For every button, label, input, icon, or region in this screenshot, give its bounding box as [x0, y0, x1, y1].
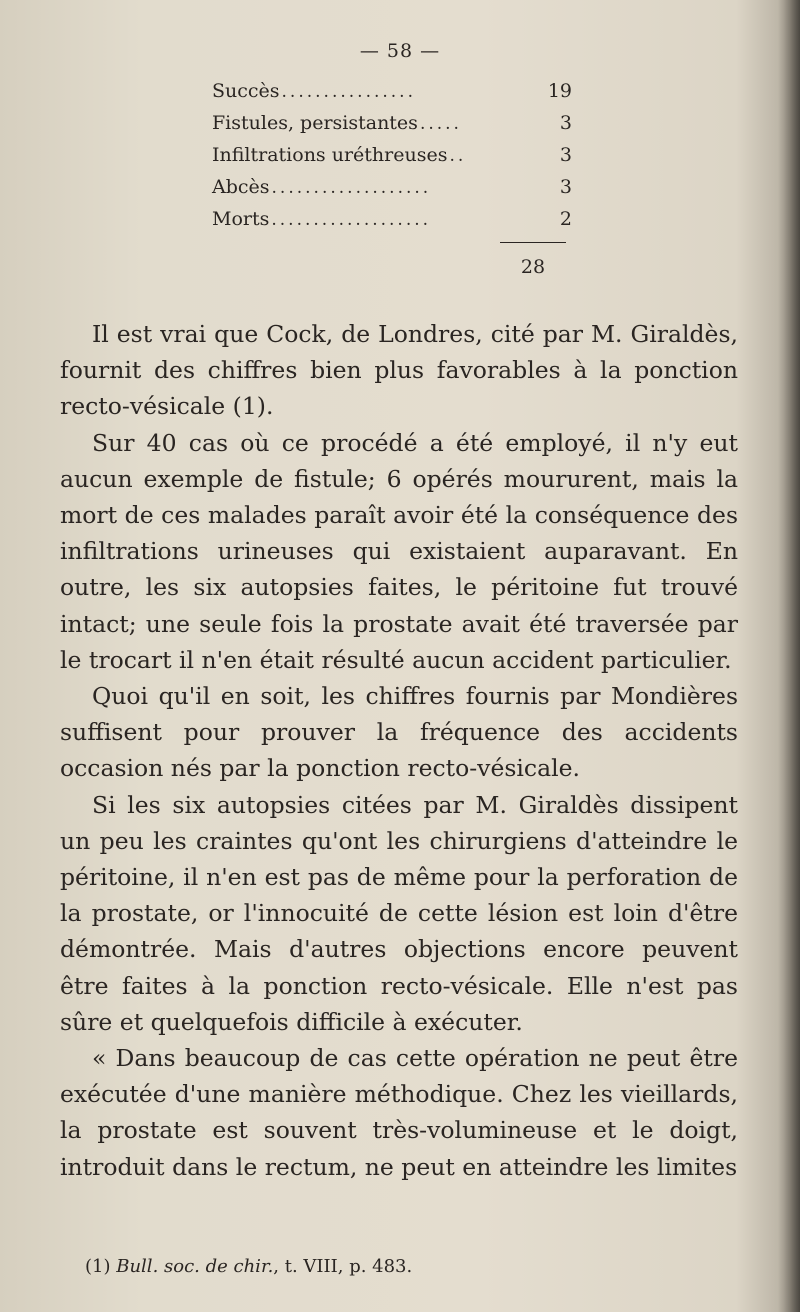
footnote: [85, 1256, 685, 1277]
row-value: 3: [559, 176, 572, 198]
paragraph: « Dans beaucoup de cas cette opération ne peut être exécutée d'une manière méthodique. Chez les vieillards, la prostate est souvent très-volumineuse et le doigt, introduit dans le rectum, ne peut en atteindre les limites: [60, 1044, 738, 1181]
row-value: 19: [547, 80, 572, 102]
paragraph: Quoi qu'il en soit, les chiffres fournis par Mondières suffisent pour prouver la fréquence des accidents occasion nés par la ponction recto-vésicale.: [60, 682, 738, 783]
paragraph: Sur 40 cas où ce procédé a été employé, il n'y eut aucun exemple de fistule; 6 opérés moururent, mais la mort de ces malades paraît avoir été la conséquence des infiltrations urineuses qui existaient auparavant. En outre, les six autopsies faites, le péritoine fut trouvé intact; une seule fois la prostate avait été traversée par le trocart il n'en était résulté aucun accident particulier.: [60, 428, 738, 674]
paragraph: Si les six autopsies citées par M. Giraldès dissipent un peu les craintes qu'ont les chirurgiens d'atteindre le péritoine, il n'en est pas de même pour la perforation de la prostate, or l'innocuité de cette lésion est loin d'être démontrée. Mais d'autres objections encore peuvent être faites à la ponction recto-vésicale. Elle n'est pas sûre et quelquefois difficile à exécuter.: [60, 790, 738, 1036]
page-edge-shadow: [778, 0, 800, 1312]
footnote-ref: , t. VIII, p. 483.: [273, 1256, 413, 1277]
table-row: [212, 80, 572, 112]
table-row: [212, 144, 572, 176]
results-table: [212, 80, 572, 240]
table-total: 28: [520, 256, 546, 278]
row-value: 2: [559, 208, 572, 230]
row-label: Fistules, persistantes: [212, 112, 418, 134]
footnote-marker: (1): [85, 1256, 111, 1277]
row-label: Abcès: [212, 176, 270, 198]
sum-rule: [500, 242, 566, 243]
footnote-source: Bull. soc. de chir.: [116, 1256, 274, 1277]
leader-dots: .....: [419, 114, 462, 134]
body-text: [60, 316, 738, 1185]
leader-dots: ...................: [271, 210, 432, 230]
row-label: Succès: [212, 80, 280, 102]
leader-dots: ................: [281, 82, 416, 102]
row-value: 3: [559, 112, 572, 134]
table-row: [212, 208, 572, 240]
table-row: [212, 176, 572, 208]
row-label: Infiltrations uréthreuses: [212, 144, 448, 166]
leader-dots: ...................: [271, 178, 432, 198]
leader-dots: ..: [449, 146, 467, 166]
page-number: — 58 —: [359, 40, 441, 62]
table-row: [212, 112, 572, 144]
row-label: Morts: [212, 208, 270, 230]
row-value: 3: [559, 144, 572, 166]
paragraph: Il est vrai que Cock, de Londres, cité par M. Giraldès, fournit des chiffres bien plus favorables à la ponction recto-vésicale (1).: [60, 320, 738, 421]
